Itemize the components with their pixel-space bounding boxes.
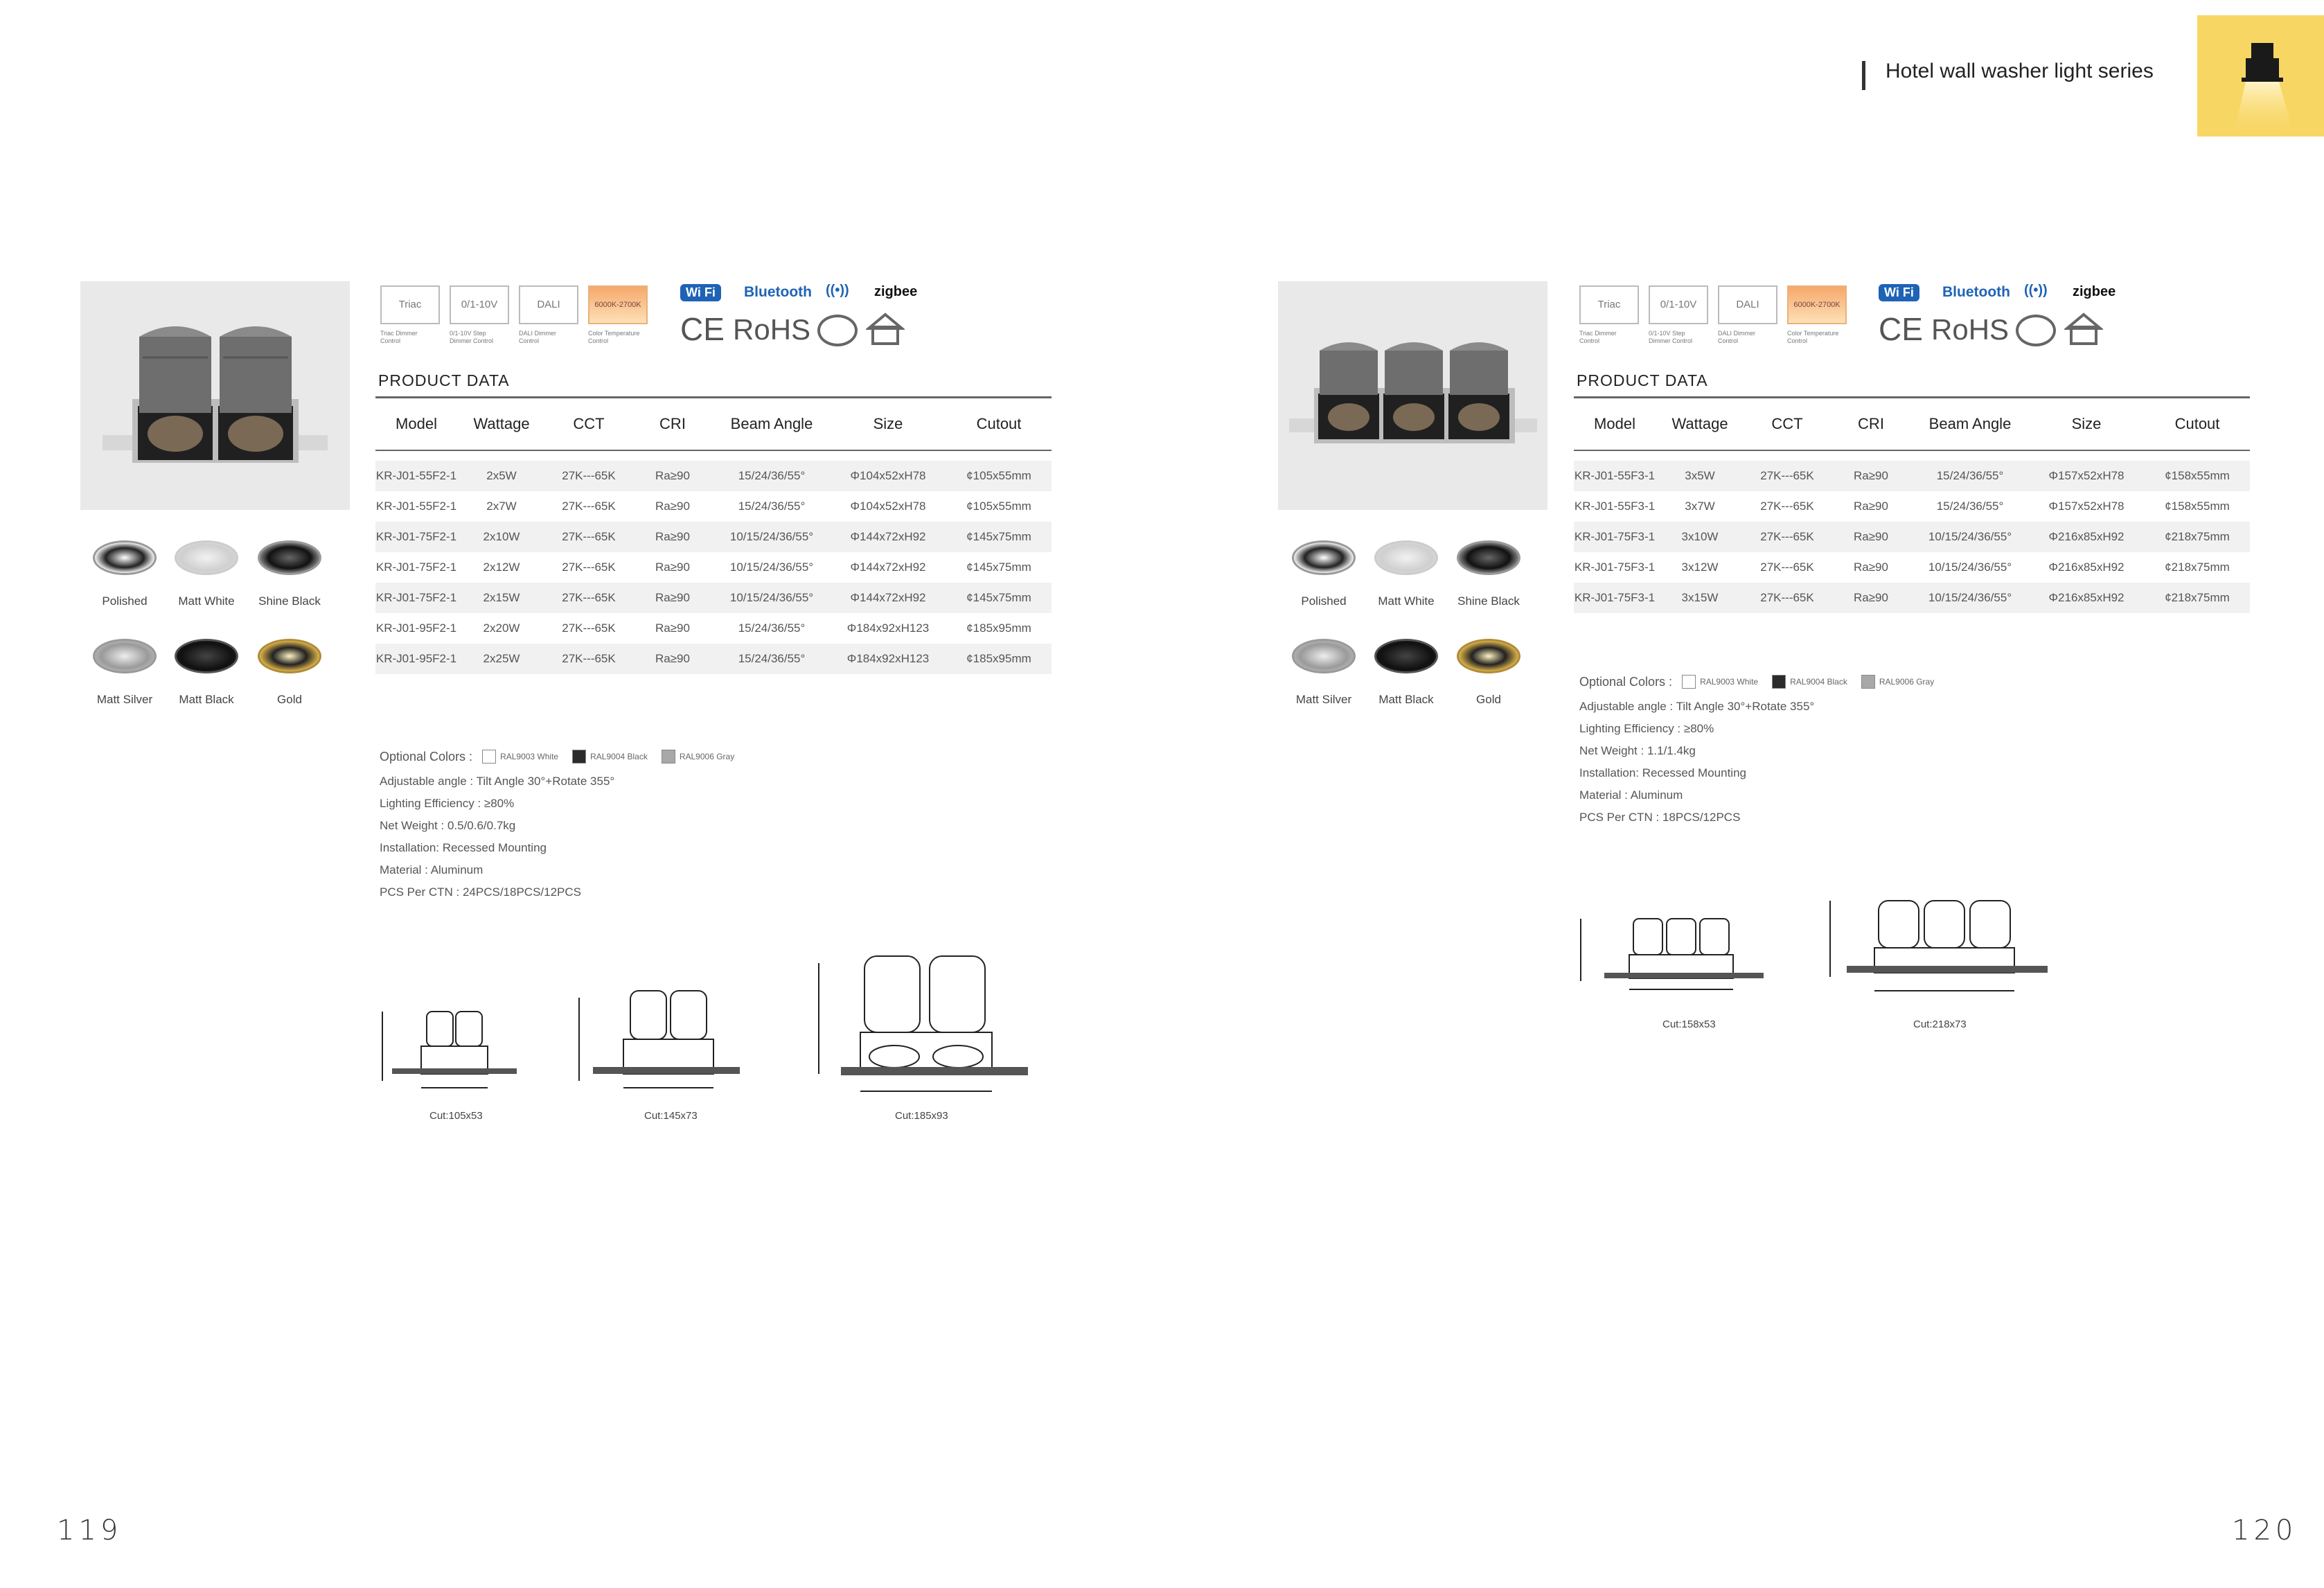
rohs-mark: RoHS — [1931, 313, 2010, 346]
swatch-white — [482, 750, 496, 764]
cell-cri: Ra≥90 — [655, 591, 690, 604]
cut-caption: Cut:185x93 — [895, 1110, 948, 1122]
spec-lighting-efficiency: Lighting Efficiency : ≥80% — [1579, 722, 1714, 735]
dimmer-caption: DALI Dimmer Control — [519, 330, 557, 344]
cell-model: KR-J01-55F2-1 — [375, 469, 457, 482]
cell-model: KR-J01-75F3-1 — [1574, 591, 1656, 604]
cell-cct: 27K---65K — [562, 469, 616, 482]
swatch-label: RAL9003 White — [1700, 677, 1759, 687]
cell-cct: 27K---65K — [562, 500, 616, 513]
cell-cutout: ¢145x75mm — [966, 561, 1031, 574]
spec-lighting-efficiency: Lighting Efficiency : ≥80% — [380, 797, 515, 810]
dimmer-triac: Triac — [1579, 285, 1639, 324]
spec-list-left — [380, 770, 614, 903]
cell-cct: 27K---65K — [562, 621, 616, 635]
ccc-icon — [817, 315, 858, 346]
cell-cri: Ra≥90 — [1854, 469, 1888, 482]
cell-cct: 27K---65K — [1760, 500, 1814, 513]
cell-beam-angle: 15/24/36/55° — [1936, 500, 2004, 513]
wifi-badge: Wi Fi — [1879, 284, 1919, 301]
cell-size: Φ104x52xH78 — [850, 500, 926, 513]
cut-drawing-145 — [575, 984, 741, 1098]
dimmer-0-10v: 0/1-10V — [450, 285, 509, 324]
cell-model: KR-J01-55F3-1 — [1574, 500, 1656, 513]
cell-beam-angle: 10/15/24/36/55° — [729, 591, 814, 604]
cell-wattage: 2x12W — [483, 561, 520, 574]
table-header-rule — [1574, 450, 2250, 451]
cell-cutout: ¢105x55mm — [966, 500, 1031, 513]
table-row — [1574, 522, 2250, 552]
cell-wattage: 3x12W — [1681, 561, 1719, 574]
swatch-white — [1682, 675, 1696, 689]
finish-shine-black: Shine Black — [1447, 540, 1530, 608]
cell-cri: Ra≥90 — [1854, 561, 1888, 574]
house-icon — [2064, 312, 2103, 349]
dimmer-caption: Color Temperature Control — [1787, 330, 1839, 344]
col-cri: CRI — [1858, 415, 1884, 432]
zigbee-badge: zigbee — [874, 284, 918, 299]
cell-cct: 27K---65K — [1760, 469, 1814, 482]
table-row — [1574, 552, 2250, 583]
cell-wattage: 2x7W — [486, 500, 517, 513]
signal-icon: ((•)) — [2024, 283, 2048, 298]
spec-material: Material : Aluminum — [380, 863, 484, 876]
col-wattage: Wattage — [473, 415, 530, 432]
swatch-black — [572, 750, 586, 764]
spec-net-weight: Net Weight : 1.1/1.4kg — [1579, 744, 1696, 757]
cell-wattage: 3x10W — [1681, 530, 1719, 543]
cell-cct: 27K---65K — [562, 530, 616, 543]
cell-cutout: ¢145x75mm — [966, 530, 1031, 543]
optional-colors-left — [380, 746, 744, 768]
optional-colors-label: Optional Colors : — [1579, 675, 1673, 689]
table-row — [375, 644, 1052, 674]
dimmer-dali: DALI — [1718, 285, 1777, 324]
table-row — [375, 552, 1052, 583]
cell-cutout: ¢218x75mm — [2165, 561, 2230, 574]
swatch-label: RAL9004 Black — [590, 752, 648, 761]
cut-caption: Cut:158x53 — [1662, 1018, 1716, 1030]
cell-wattage: 2x15W — [483, 591, 520, 604]
cell-cri: Ra≥90 — [655, 469, 690, 482]
cell-cri: Ra≥90 — [655, 621, 690, 635]
cell-size: Φ184x92xH123 — [846, 652, 930, 665]
table-row — [1574, 461, 2250, 491]
cell-model: KR-J01-95F2-1 — [375, 652, 457, 665]
cell-wattage: 3x15W — [1681, 591, 1719, 604]
dimmer-triac: Triac — [380, 285, 440, 324]
signal-icon: ((•)) — [826, 283, 849, 298]
dimmer-cct: 6000K-2700K — [588, 285, 648, 324]
cell-beam-angle: 15/24/36/55° — [738, 500, 806, 513]
cell-model: KR-J01-75F2-1 — [375, 561, 457, 574]
finish-gold: Gold — [1447, 639, 1530, 707]
cell-wattage: 2x10W — [483, 530, 520, 543]
col-size: Size — [873, 415, 903, 432]
cell-cri: Ra≥90 — [655, 652, 690, 665]
col-cri: CRI — [659, 415, 686, 432]
cell-beam-angle: 10/15/24/36/55° — [1928, 591, 2012, 604]
spec-installation: Installation: Recessed Mounting — [1579, 766, 1746, 779]
cell-beam-angle: 15/24/36/55° — [738, 469, 806, 482]
finish-polished: Polished — [1282, 540, 1365, 608]
finish-matt-silver: Matt Silver — [83, 639, 166, 707]
dimmer-dali: DALI — [519, 285, 578, 324]
col-cutout: Cutout — [976, 415, 1022, 432]
cell-size: Φ144x72xH92 — [850, 591, 926, 604]
table-row — [1574, 491, 2250, 522]
cell-cri: Ra≥90 — [1854, 591, 1888, 604]
cell-cct: 27K---65K — [562, 561, 616, 574]
finish-matt-silver: Matt Silver — [1282, 639, 1365, 707]
dimmer-caption: DALI Dimmer Control — [1718, 330, 1756, 344]
cell-model: KR-J01-55F2-1 — [375, 500, 457, 513]
col-beam-angle: Beam Angle — [730, 415, 813, 432]
cell-cutout: ¢185x95mm — [966, 621, 1031, 635]
table-header-rule — [375, 450, 1052, 451]
cell-beam-angle: 10/15/24/36/55° — [1928, 530, 2012, 543]
finish-polished: Polished — [83, 540, 166, 608]
spec-installation: Installation: Recessed Mounting — [380, 841, 547, 854]
cell-size: Φ144x72xH92 — [850, 561, 926, 574]
table-row — [375, 613, 1052, 644]
col-model: Model — [396, 415, 437, 432]
optional-colors-label: Optional Colors : — [380, 750, 473, 764]
cell-size: Φ144x72xH92 — [850, 530, 926, 543]
header-divider — [1862, 61, 1865, 90]
cell-size: Φ184x92xH123 — [846, 621, 930, 635]
swatch-label: RAL9006 Gray — [679, 752, 735, 761]
table-row — [375, 583, 1052, 613]
ce-mark: CE — [680, 311, 725, 347]
dimmer-caption: Triac Dimmer Control — [380, 330, 418, 344]
cell-beam-angle: 15/24/36/55° — [738, 621, 806, 635]
col-beam-angle: Beam Angle — [1928, 415, 2012, 432]
cell-model: KR-J01-75F3-1 — [1574, 530, 1656, 543]
cell-beam-angle: 15/24/36/55° — [738, 652, 806, 665]
product-photo-triple — [1278, 281, 1547, 510]
cell-model: KR-J01-55F3-1 — [1574, 469, 1656, 482]
finish-shine-black: Shine Black — [248, 540, 331, 608]
cell-wattage: 3x7W — [1685, 500, 1715, 513]
cell-cct: 27K---65K — [1760, 591, 1814, 604]
cell-size: Φ157x52xH78 — [2048, 469, 2125, 482]
spec-list-right — [1579, 696, 1814, 829]
bluetooth-badge: Bluetooth — [744, 284, 812, 300]
col-cct: CCT — [1771, 415, 1803, 432]
cut-drawing-218 — [1826, 894, 2055, 1008]
cell-wattage: 2x5W — [486, 469, 517, 482]
spec-net-weight: Net Weight : 0.5/0.6/0.7kg — [380, 819, 516, 832]
cut-drawing-158 — [1577, 912, 1777, 1005]
swatch-label: RAL9004 Black — [1790, 677, 1847, 687]
cell-size: Φ216x85xH92 — [2048, 591, 2125, 604]
cell-model: KR-J01-75F2-1 — [375, 591, 457, 604]
cell-wattage: 2x25W — [483, 652, 520, 665]
table-row — [375, 491, 1052, 522]
cut-caption: Cut:218x73 — [1913, 1018, 1967, 1030]
cell-beam-angle: 10/15/24/36/55° — [729, 561, 814, 574]
col-size: Size — [2071, 415, 2102, 432]
swatch-gray — [1861, 675, 1875, 689]
cell-model: KR-J01-75F2-1 — [375, 530, 457, 543]
cell-cri: Ra≥90 — [1854, 500, 1888, 513]
cell-cri: Ra≥90 — [655, 500, 690, 513]
dimmer-caption: Triac Dimmer Control — [1579, 330, 1617, 344]
cell-cutout: ¢145x75mm — [966, 591, 1031, 604]
optional-colors-right — [1579, 671, 1944, 693]
downlight-icon — [2197, 15, 2324, 136]
finish-gold: Gold — [248, 639, 331, 707]
cell-model: KR-J01-75F3-1 — [1574, 561, 1656, 574]
ccc-icon — [2016, 315, 2056, 346]
cell-beam-angle: 15/24/36/55° — [1936, 469, 2004, 482]
spec-adjustable-angle: Adjustable angle : Tilt Angle 30°+Rotate 355° — [380, 775, 615, 788]
cell-cutout: ¢105x55mm — [966, 469, 1031, 482]
cell-beam-angle: 10/15/24/36/55° — [729, 530, 814, 543]
product-data-table-left — [375, 396, 1052, 674]
cell-cutout: ¢158x55mm — [2165, 500, 2230, 513]
cell-model: KR-J01-95F2-1 — [375, 621, 457, 635]
spec-material: Material : Aluminum — [1579, 788, 1683, 802]
cell-cct: 27K---65K — [1760, 530, 1814, 543]
swatch-gray — [662, 750, 675, 764]
cut-drawing-185 — [815, 949, 1036, 1105]
finish-matt-black: Matt Black — [1365, 639, 1448, 707]
spec-pcs-per-ctn: PCS Per CTN : 18PCS/12PCS — [1579, 811, 1741, 824]
col-wattage: Wattage — [1671, 415, 1728, 432]
cell-cct: 27K---65K — [1760, 561, 1814, 574]
cell-cutout: ¢218x75mm — [2165, 591, 2230, 604]
table-row — [375, 461, 1052, 491]
zigbee-badge: zigbee — [2073, 284, 2116, 299]
product-data-title: PRODUCT DATA — [378, 371, 510, 389]
swatch-black — [1772, 675, 1786, 689]
cell-cri: Ra≥90 — [1854, 530, 1888, 543]
product-photo-double — [80, 281, 350, 510]
wifi-badge: Wi Fi — [680, 284, 721, 301]
table-row — [1574, 583, 2250, 613]
cell-cct: 27K---65K — [562, 591, 616, 604]
cell-cutout: ¢158x55mm — [2165, 469, 2230, 482]
triple-spotlight-illustration — [1278, 281, 1547, 510]
series-title: Hotel wall washer light series — [1886, 60, 2154, 82]
swatch-label: RAL9003 White — [500, 752, 559, 761]
cell-size: Φ104x52xH78 — [850, 469, 926, 482]
twin-spotlight-illustration — [80, 281, 350, 510]
product-data-title: PRODUCT DATA — [1577, 371, 1708, 389]
dimmer-caption: 0/1-10V Step Dimmer Control — [1649, 330, 1693, 344]
dimmer-cct: 6000K-2700K — [1787, 285, 1847, 324]
spec-adjustable-angle: Adjustable angle : Tilt Angle 30°+Rotate 355° — [1579, 700, 1815, 713]
finish-matt-white: Matt White — [165, 540, 248, 608]
dimmer-caption: 0/1-10V Step Dimmer Control — [450, 330, 494, 344]
bluetooth-badge: Bluetooth — [1942, 284, 2010, 300]
cut-caption: Cut:145x73 — [644, 1110, 698, 1122]
finish-matt-black: Matt Black — [165, 639, 248, 707]
table-header — [375, 398, 1052, 450]
rohs-mark: RoHS — [733, 313, 811, 346]
table-header — [1574, 398, 2250, 450]
cell-cri: Ra≥90 — [655, 530, 690, 543]
header-lamp-tile — [2197, 15, 2324, 136]
cell-cutout: ¢185x95mm — [966, 652, 1031, 665]
page-number-left: 119 — [57, 1515, 123, 1546]
cell-cri: Ra≥90 — [655, 561, 690, 574]
col-model: Model — [1594, 415, 1635, 432]
finish-matt-white: Matt White — [1365, 540, 1448, 608]
cell-size: Φ157x52xH78 — [2048, 500, 2125, 513]
col-cutout: Cutout — [2174, 415, 2220, 432]
ce-mark: CE — [1879, 311, 1923, 347]
cell-beam-angle: 10/15/24/36/55° — [1928, 561, 2012, 574]
page-number-right: 120 — [2232, 1515, 2298, 1546]
cell-wattage: 3x5W — [1685, 469, 1715, 482]
house-icon — [866, 312, 905, 349]
product-data-table-right — [1574, 396, 2250, 613]
cut-drawing-105 — [378, 1005, 517, 1098]
dimmer-0-10v: 0/1-10V — [1649, 285, 1708, 324]
cell-size: Φ216x85xH92 — [2048, 561, 2125, 574]
cell-size: Φ216x85xH92 — [2048, 530, 2125, 543]
cell-cct: 27K---65K — [562, 652, 616, 665]
cell-cutout: ¢218x75mm — [2165, 530, 2230, 543]
spec-pcs-per-ctn: PCS Per CTN : 24PCS/18PCS/12PCS — [380, 885, 582, 899]
table-row — [375, 522, 1052, 552]
dimmer-caption: Color Temperature Control — [588, 330, 640, 344]
col-cct: CCT — [573, 415, 605, 432]
swatch-label: RAL9006 Gray — [1879, 677, 1935, 687]
cut-caption: Cut:105x53 — [429, 1110, 483, 1122]
cell-wattage: 2x20W — [483, 621, 520, 635]
